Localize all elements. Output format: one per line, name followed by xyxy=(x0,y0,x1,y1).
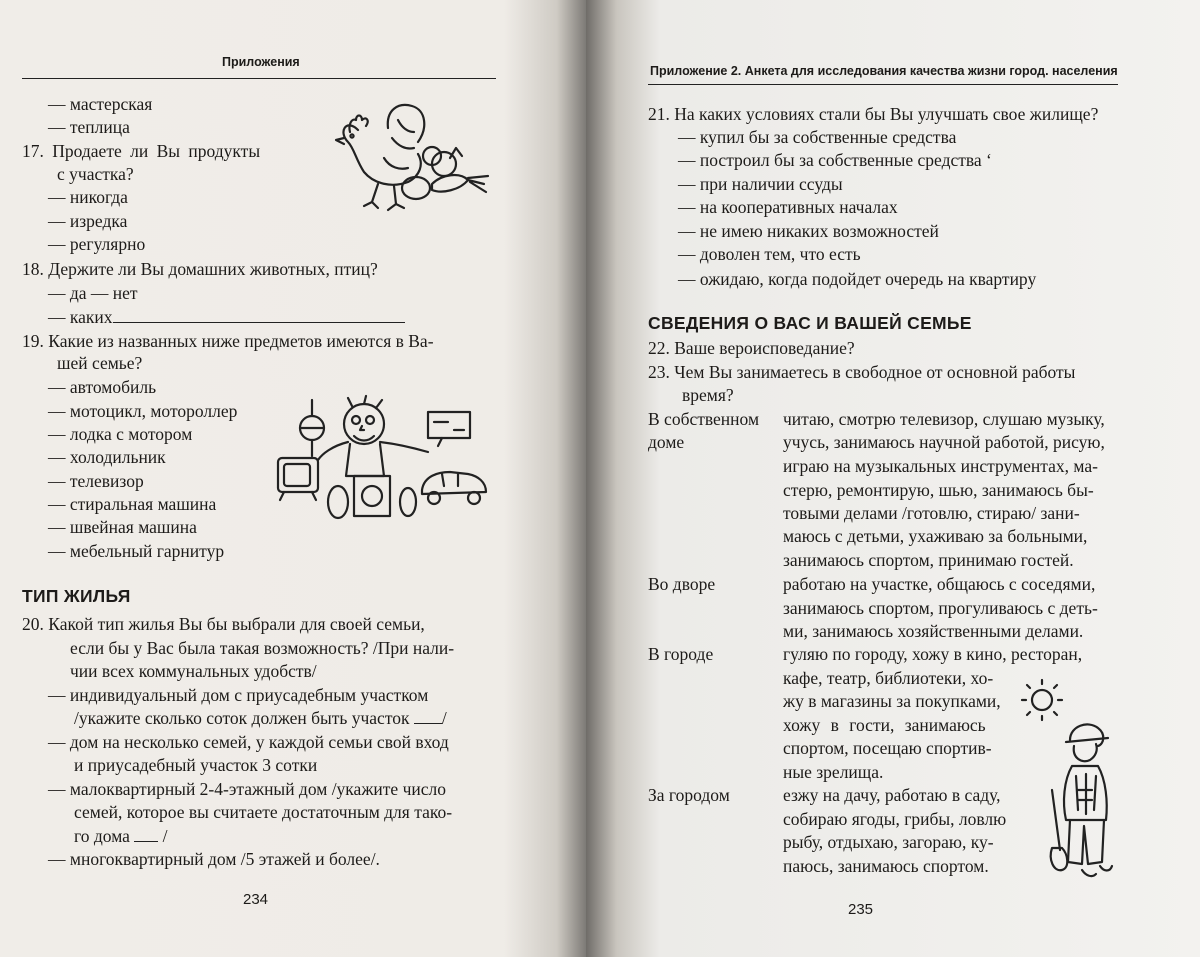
question-20: 20. Какой тип жилья Вы бы выбрали для своей семьи, xyxy=(22,613,425,636)
list-item: — купил бы за собственные средства xyxy=(678,126,956,149)
list-item: — дом на несколько семей, у каждой семьи свой вход xyxy=(48,731,449,754)
leisure-text: занимаюсь спортом, прогуливаюсь с деть- xyxy=(783,597,1098,620)
leisure-text: паюсь, занимаюсь спортом. xyxy=(783,855,989,878)
leisure-text: ные зрелища. xyxy=(783,761,883,784)
place-label: В городе xyxy=(648,643,713,666)
leisure-text: играю на музыкальных инструментах, ма- xyxy=(783,455,1098,478)
list-item: — стиральная машина xyxy=(48,493,216,516)
list-item: — построил бы за собственные средства ‘ xyxy=(678,149,992,172)
question-17-cont: с участка? xyxy=(57,163,134,186)
boy-with-appliances-icon xyxy=(272,396,494,530)
list-item-label: / xyxy=(442,708,447,728)
question-17: 17. Продаете ли Вы продукты xyxy=(22,140,260,163)
leisure-text: кафе, театр, библиотеки, хо- xyxy=(783,667,993,690)
list-item: — многоквартирный дом /5 этажей и более/. xyxy=(48,848,380,871)
leisure-text: товыми делами /готовлю, стираю/ зани- xyxy=(783,502,1080,525)
list-item: — автомобиль xyxy=(48,376,156,399)
place-label: За городом xyxy=(648,784,730,807)
leisure-text: езжу на дачу, работаю в саду, xyxy=(783,784,1001,807)
section-title: ТИП ЖИЛЬЯ xyxy=(22,586,131,607)
place-label: доме xyxy=(648,431,684,454)
list-item: — ожидаю, когда подойдет очередь на квартиру xyxy=(678,268,1036,291)
page-number: 235 xyxy=(848,901,873,918)
question-20-cont: если бы у Вас была такая возможность? /При нали- xyxy=(70,637,454,660)
list-item: — швейная машина xyxy=(48,516,197,539)
answer-blank xyxy=(113,322,405,323)
page-number: 234 xyxy=(243,891,268,908)
leisure-text: ми, занимаюсь хозяйственными делами. xyxy=(783,620,1083,643)
list-item-cont xyxy=(74,707,447,730)
list-item: — холодильник xyxy=(48,446,166,469)
answer-blank xyxy=(414,723,442,724)
leisure-text: маюсь с детьми, ухаживаю за больными, xyxy=(783,525,1087,548)
question-20-cont: чии всех коммунальных удобств/ xyxy=(70,660,317,683)
leisure-text: занимаюсь спортом, принимаю гостей. xyxy=(783,549,1074,572)
list-item-label: — каких xyxy=(48,307,113,327)
list-item: — изредка xyxy=(48,210,127,233)
list-item-cont: и приусадебный участок 3 сотки xyxy=(74,754,317,777)
left-page xyxy=(0,0,586,957)
list-item: — на кооперативных началах xyxy=(678,196,898,219)
list-item: — мастерская xyxy=(48,93,152,116)
leisure-text: рыбу, отдыхаю, загораю, ку- xyxy=(783,831,994,854)
header-rule xyxy=(648,84,1118,85)
list-item: — мебельный гарнитур xyxy=(48,540,224,563)
question-21: 21. На каких условиях стали бы Вы улучшать свое жилище? xyxy=(648,103,1098,126)
list-item: — никогда xyxy=(48,186,128,209)
list-item: — теплица xyxy=(48,116,130,139)
list-item xyxy=(48,306,405,329)
question-19: 19. Какие из названных ниже предметов имеются в Ва- xyxy=(22,330,434,353)
leisure-text: хожу в гости, занимаюсь xyxy=(783,714,986,737)
leisure-text: читаю, смотрю телевизор, слушаю музыку, xyxy=(783,408,1105,431)
question-18: 18. Держите ли Вы домашних животных, птиц? xyxy=(22,258,378,281)
leisure-text: гуляю по городу, хожу в кино, ресторан, xyxy=(783,643,1082,666)
question-19-cont: шей семье? xyxy=(57,352,142,375)
list-item: — да — нет xyxy=(48,282,138,305)
leisure-text: собираю ягоды, грибы, ловлю xyxy=(783,808,1006,831)
leisure-text: спортом, посещаю спортив- xyxy=(783,737,992,760)
gardener-with-shovel-icon xyxy=(1022,680,1118,888)
list-item: — регулярно xyxy=(48,233,145,256)
rooster-icon xyxy=(328,98,500,216)
place-label: В собственном xyxy=(648,408,759,431)
question-22: 22. Ваше вероисповедание? xyxy=(648,337,855,360)
list-item: — доволен тем, что есть xyxy=(678,243,861,266)
list-item-label: / xyxy=(163,826,168,846)
place-label: Во дворе xyxy=(648,573,715,596)
leisure-text: работаю на участке, общаюсь с соседями, xyxy=(783,573,1095,596)
list-item: — при наличии ссуды xyxy=(678,173,843,196)
right-page xyxy=(586,0,1200,957)
list-item: — не имею никаких возможностей xyxy=(678,220,939,243)
question-23: 23. Чем Вы занимаетесь в свободное от основной работы xyxy=(648,361,1075,384)
leisure-text: жу в магазины за покупками, xyxy=(783,690,1001,713)
list-item: — индивидуальный дом с приусадебным участком xyxy=(48,684,428,707)
running-header: Приложения xyxy=(222,55,300,69)
list-item-cont xyxy=(74,825,168,848)
list-item: — телевизор xyxy=(48,470,144,493)
list-item: — малоквартирный 2-4-этажный дом /укажите число xyxy=(48,778,446,801)
section-title: СВЕДЕНИЯ О ВАС И ВАШЕЙ СЕМЬЕ xyxy=(648,313,972,334)
running-header: Приложение 2. Анкета для исследования качества жизни город. населения xyxy=(650,64,1118,78)
header-rule xyxy=(22,78,496,79)
list-item-label: /укажите сколько соток должен быть участок xyxy=(74,708,410,728)
list-item-cont: семей, которое вы считаете достаточным для тако- xyxy=(74,801,452,824)
question-23-cont: время? xyxy=(682,384,734,407)
leisure-text: учусь, занимаюсь научной работой, рисую, xyxy=(783,431,1105,454)
list-item: — мотоцикл, мотороллер xyxy=(48,400,237,423)
list-item-label: го дома xyxy=(74,826,130,846)
answer-blank xyxy=(134,841,158,842)
list-item: — лодка с мотором xyxy=(48,423,192,446)
leisure-text: стерю, ремонтирую, шью, занимаюсь бы- xyxy=(783,479,1094,502)
